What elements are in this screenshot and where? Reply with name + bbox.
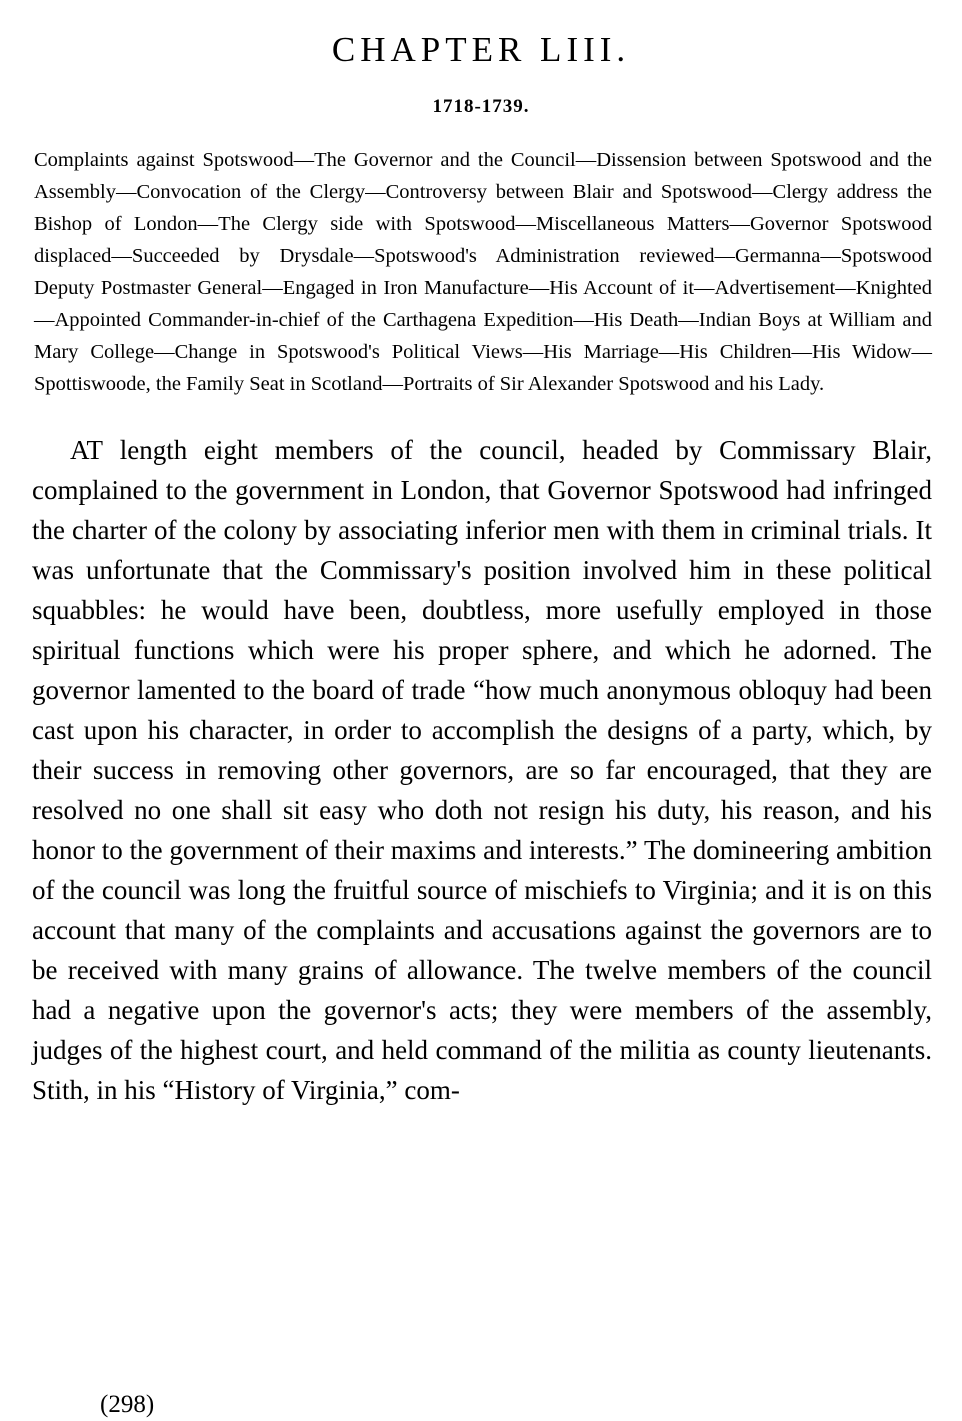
paragraph-dropcap: AT [70,435,103,465]
document-page [0,30,962,1421]
chapter-synopsis: Complaints against Spotswood—The Governor and the Council—Dissension between Spotswood and the Assembly—Convocation of the Clergy—Controversy between Blair and Spotswood—Clergy address the Bishop of London—The Clergy side with Spotswood—Miscellaneous Matters—Governor Spotswood displaced—Succeeded by Drysdale—Spotswood's Administration reviewed—Germanna—Spotswood Deputy Postmaster General—Engaged in Iron Manufacture—His Account of it—Advertisement—Knighted—Appointed Commander-in-chief of the Carthagena Expedition—His Death—Indian Boys at William and Mary College—Change in Spotswood's Political Views—His Marriage—His Children—His Widow—Spottiswoode, the Family Seat in Scotland—Portraits of Sir Alexander Spotswood and his Lady. [34,149,932,395]
chapter-title: CHAPTER LIII. [331,30,631,69]
chapter-date-range: 1718-1739. [432,96,530,117]
paragraph-text: length eight members of the council, headed by Commissary Blair, complained to the government in London, that Governor Spotswood had infringed the charter of the colony by associating inferior men with them in criminal trials. It was unfortunate that the Commissary's position involved him in these political squabbles: he would have been, doubtless, more usefully employed in those spiritual functions which were his proper sphere, and which he adorned. The governor lamented to the board of trade “how much anonymous obloquy had been cast upon his character, in order to accomplish the designs of a party, which, by their success in removing other governors, are so far encouraged, that they are resolved no one shall sit easy who doth not resign his duty, his reason, and his honor to the government of their maxims and interests.” The domineering ambition of the council was long the fruitful source of mischiefs to Virginia; and it is on this account that many of the complaints and accusations against the governors are to be received with many grains of allowance. The twelve members of the council had a negative upon the governor's acts; they were members of the assembly, judges of the highest court, and held command of the militia as county lieutenants. Stith, in his “History of Virginia,” com- [32,435,932,1105]
paragraph-indent [32,435,70,465]
body-paragraph [28,430,934,1110]
page-number: (298) [100,1391,155,1418]
